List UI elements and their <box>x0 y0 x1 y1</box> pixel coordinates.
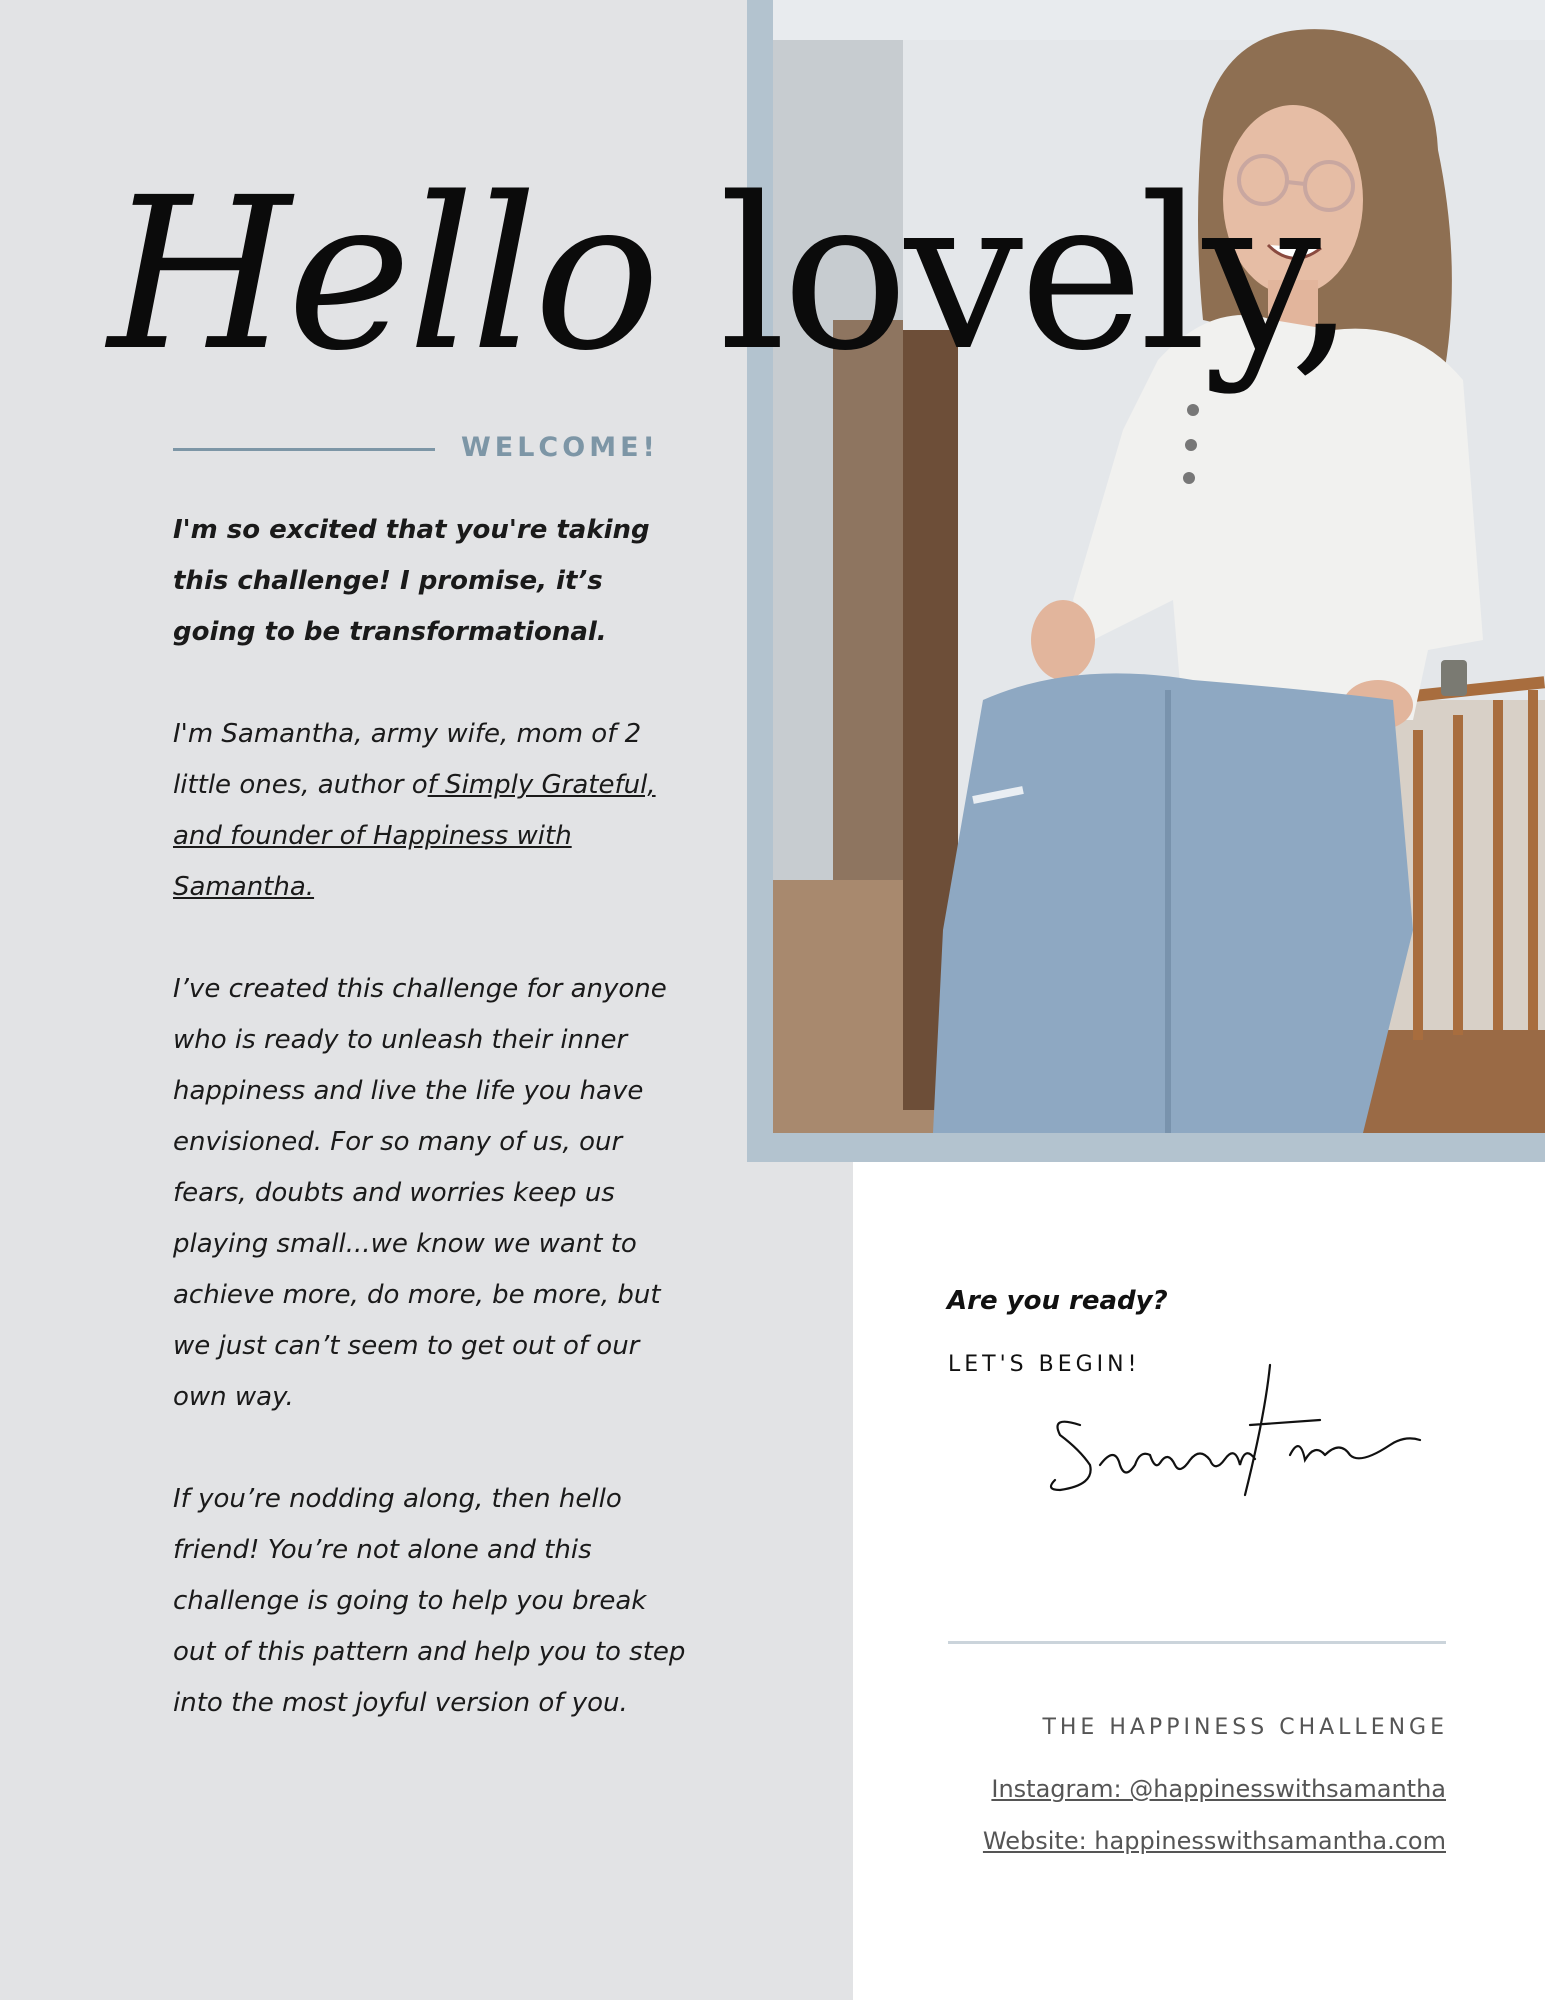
website-link[interactable]: Website: happinesswithsamantha.com <box>982 1827 1446 1855</box>
footer-divider <box>948 1641 1446 1644</box>
headline-regular: lovely, <box>656 152 1353 397</box>
intro-lead: I'm so excited that you're taking this challenge! I promise, it’s going to be transformational. <box>173 515 650 647</box>
headline <box>108 152 1353 397</box>
intro-text <box>173 505 693 1780</box>
instagram-link[interactable]: Instagram: @happinesswithsamantha <box>991 1775 1446 1803</box>
intro-paragraph-3: If you’re nodding along, then hello friend! You’re not alone and this challenge is going to help you break out of this pattern and help you to step into the most joyful version of you. <box>173 1484 686 1718</box>
welcome-label: WELCOME! <box>461 432 659 463</box>
brand-name: THE HAPPINESS CHALLENGE <box>1042 1715 1448 1740</box>
headline-italic: Hello <box>108 152 657 397</box>
intro-paragraph-2: I’ve created this challenge for anyone who is ready to unleash their inner happiness and live the life you have envisioned. For so many of us, our fears, doubts and worries keep us playing small...we know we want to achieve more, do more, be more, but we just can’t seem to get out of our own way. <box>173 974 667 1412</box>
welcome-divider <box>173 448 435 451</box>
bio-text: I'm Samantha, army wife, mom of 2 little ones, author o <box>173 719 642 800</box>
book-link[interactable]: f Simply Grateful, and founder of Happiness with Samantha. <box>173 770 656 902</box>
ready-question: Are you ready? <box>947 1286 1168 1316</box>
lets-begin-label: LET'S BEGIN! <box>948 1352 1141 1377</box>
intro-bio <box>173 709 693 913</box>
signature <box>1040 1355 1440 1515</box>
